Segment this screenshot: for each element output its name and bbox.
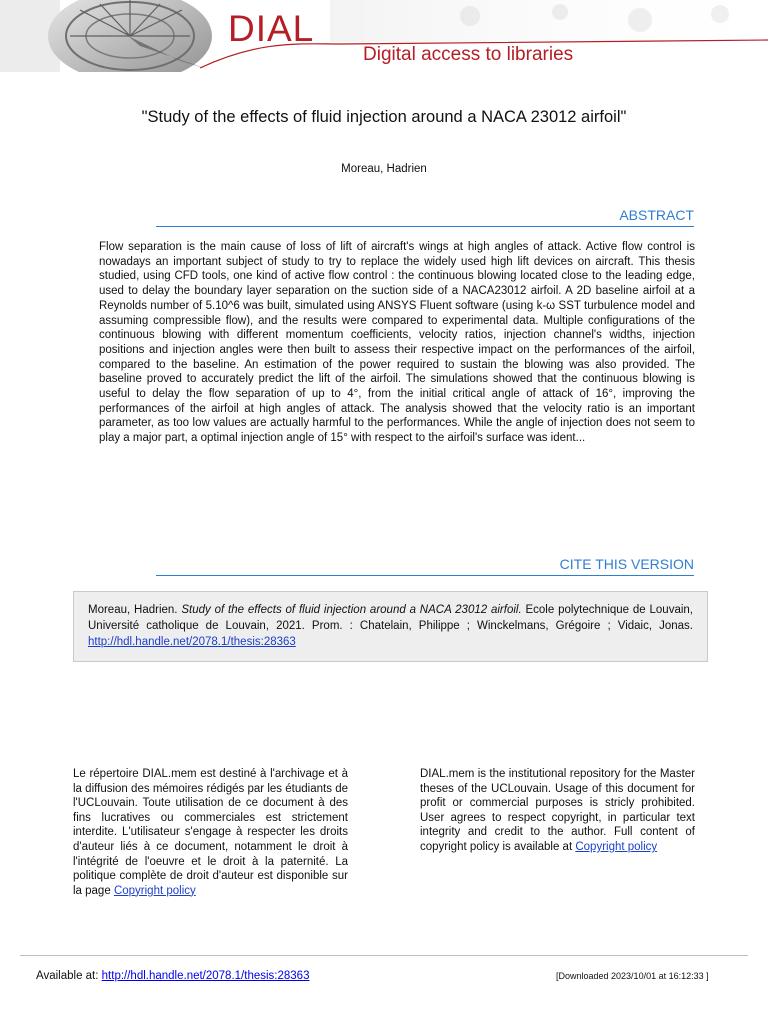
citation-author: Moreau, Hadrien. [88, 604, 178, 616]
footer-available-label: Available at: [36, 970, 99, 982]
dial-logo-text: DIAL [228, 8, 315, 49]
notice-french [73, 767, 348, 898]
sundial-medallion-icon [0, 0, 212, 72]
footer-download-stamp: [Downloaded 2023/10/01 at 16:12:33 ] [556, 971, 709, 981]
dial-header [0, 0, 768, 72]
notice-french-text: Le répertoire DIAL.mem est destiné à l'archivage et à la diffusion des mémoires rédigés par les étudiants de l'UCLouvain. Toute utilisation de ce document à des fins lucratives ou commerciales est strictement interdite. L'utilisateur s'engage à respecter les droits d'auteur liés à ce document, notamment le droit à l'intégrité de l'oeuvre et le droit à la paternité. La politique complète de droit d'auteur est disponible sur la page [73, 768, 348, 897]
document-title: "Study of the effects of fluid injection around a NACA 23012 airfoil" [141, 108, 627, 126]
notice-english [420, 767, 695, 855]
citation-details: Ecole polytechnique de Louvain, Université catholique de Louvain, 2021. Prom. : Chatelain, Philippe ; Winckelmans, Grégoire ; Vidaic, Jonas. [88, 604, 693, 632]
footer-divider [20, 955, 748, 956]
document-author: Moreau, Hadrien [341, 163, 427, 175]
footer-handle-link[interactable]: http://hdl.handle.net/2078.1/thesis:28363 [101, 970, 310, 982]
copyright-policy-link-fr[interactable]: Copyright policy [113, 884, 196, 897]
citation-box [73, 591, 708, 662]
notice-english-text: DIAL.mem is the institutional repository for the Master theses of the UCLouvain. Usage of this document for profit or commercial purposes is stricly prohibited. User agrees to respect copyright, in particular text integrity and credit to the author. Full content of copyright policy is available at [420, 768, 695, 853]
citation-handle-link[interactable]: http://hdl.handle.net/2078.1/thesis:28363 [88, 636, 296, 648]
abstract-divider [156, 226, 694, 227]
dial-tagline: Digital access to libraries [363, 44, 574, 65]
cite-heading: CITE THIS VERSION [559, 556, 694, 572]
abstract-text: Flow separation is the main cause of loss of lift of aircraft's wings at high angles of attack. Active flow control is nowadays an important subject of study to try to replace the widely used high lift devices on aircraft. This thesis studied, using CFD tools, one kind of active flow control : the continuous blowing located close to the leading edge, used to delay the boundary layer separation on the suction side of a NACA23012 airfoil. A 2D baseline airfoil at a Reynolds number of 5.10^6 was built, simulated using ANSYS Fluent software (using k-ω SST turbulence model and assuming compressible flow), and the results were compared to experimental data. Multiple configurations of the continuous blowing with different momentum coefficients, velocity ratios, injection channel's widths, injection positions and injection angles were then built to assess their respective impact on the performances of the airfoil, compared to the baseline. An estimation of the power required to sustain the blowing was also provided. The baseline proved to accurately predict the lift of the airfoil. The simulations showed that the continuous blowing is useful to delay the flow separation of up to 4°, from the initial critical angle of attack of 16°, improving the performances of the airfoil at high angles of attack. The analysis showed that the velocity ratio is an important parameter, as too low values are actually harmful to the performances. While the angle of injection does not seem to play a major part, a optimal injection angle of 15° with respect to the airfoil's surface was ident... [99, 241, 695, 445]
footer-available [36, 970, 309, 982]
citation-work-title: Study of the effects of fluid injection around a NACA 23012 airfoil. [181, 604, 522, 616]
abstract-heading: ABSTRACT [619, 207, 694, 223]
cite-divider [156, 575, 694, 576]
copyright-policy-link-en[interactable]: Copyright policy [575, 840, 658, 853]
